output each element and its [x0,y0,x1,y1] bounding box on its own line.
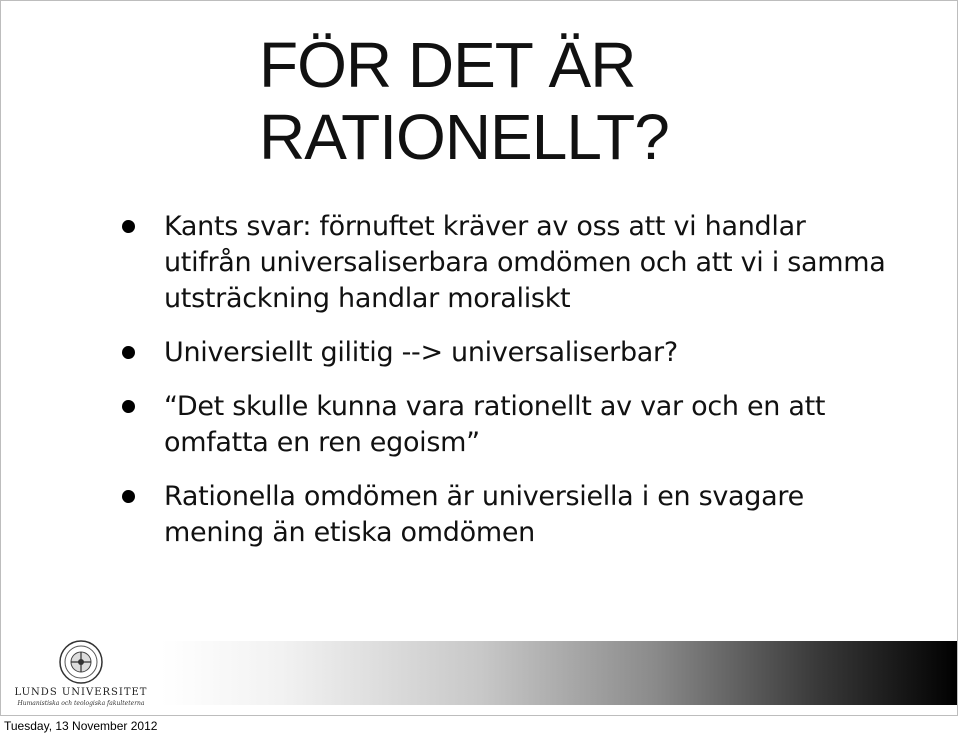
bullet-text: “Det skulle kunna vara rationellt av var och en att omfatta en ren egoism” [164,391,826,458]
bullet-list [119,209,899,569]
slide-title [259,29,899,173]
title-line-1: FÖR DET ÄR [259,29,636,101]
footer-gradient-bar [161,641,958,705]
bullet-item [119,479,899,551]
bullet-item [119,335,899,371]
university-logo [11,637,151,713]
university-seal-icon [58,639,104,685]
date-label: Tuesday, 13 November 2012 [4,719,158,733]
bullet-item [119,209,899,317]
bullet-text: Universiellt gilitig --> universaliserbar? [164,337,678,368]
title-line-2: RATIONELLT? [259,101,669,173]
bullet-dot-icon [122,490,135,503]
bullet-text: Kants svar: förnuftet kräver av oss att vi handlar utifrån universaliserbara omdömen och att vi i samma utsträckning handlar moraliskt [164,211,886,314]
bullet-item [119,389,899,461]
logo-subtitle: Humanistiska och teologiska fakulteterna [17,700,145,707]
logo-name: LUNDS UNIVERSITET [14,687,148,698]
bullet-text: Rationella omdömen är universiella i en svagare mening än etiska omdömen [164,481,804,548]
bullet-dot-icon [122,346,135,359]
bullet-dot-icon [122,400,135,413]
bullet-dot-icon [122,220,135,233]
